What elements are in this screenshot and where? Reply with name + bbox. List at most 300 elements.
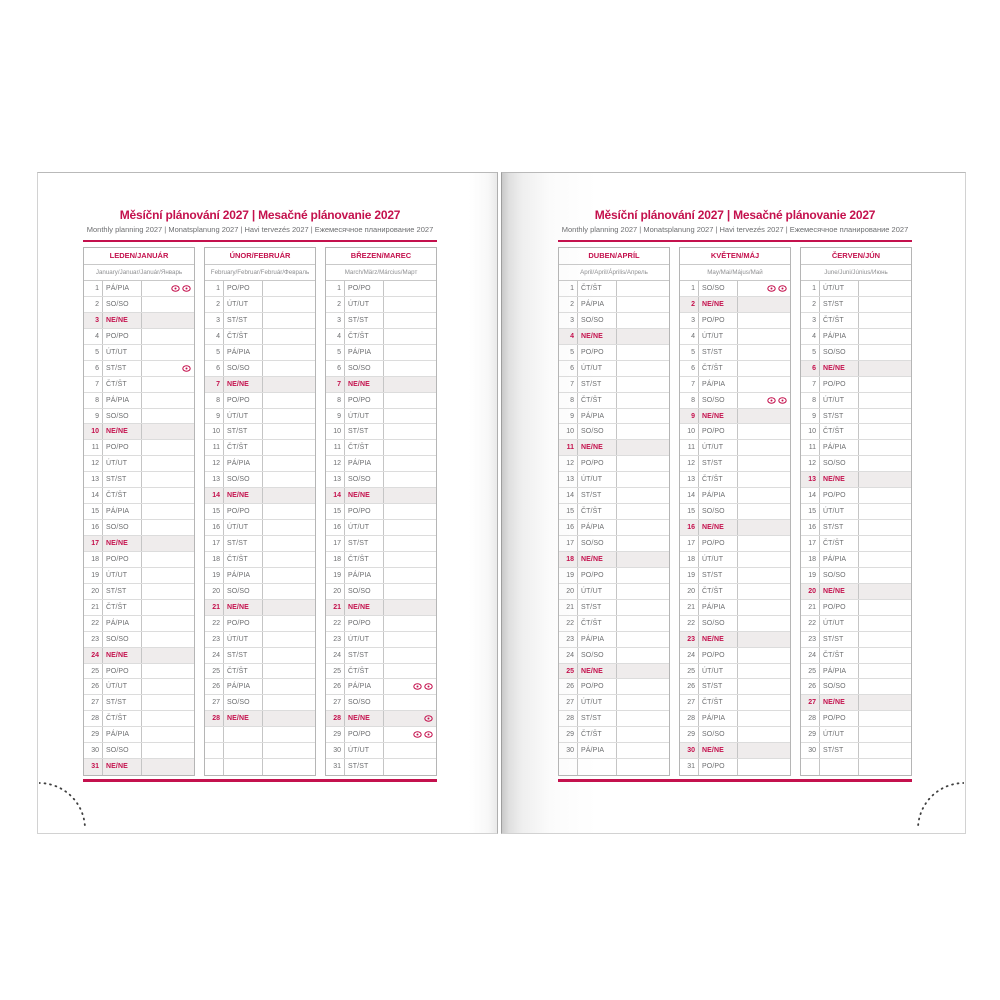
notes-cell bbox=[738, 361, 790, 376]
day-row bbox=[680, 616, 790, 632]
notes-cell bbox=[859, 393, 911, 408]
month-subtitle: April/April/Április/Апрель bbox=[559, 265, 669, 281]
day-number: 19 bbox=[326, 568, 345, 583]
day-number: 15 bbox=[84, 504, 103, 519]
day-number: 23 bbox=[205, 632, 224, 647]
day-number: 7 bbox=[801, 377, 820, 392]
notes-cell bbox=[263, 329, 315, 344]
day-row bbox=[326, 329, 436, 345]
day-row bbox=[801, 377, 911, 393]
day-row bbox=[84, 313, 194, 329]
day-number: 23 bbox=[84, 632, 103, 647]
day-abbreviation: SO/SO bbox=[103, 632, 142, 647]
notes-cell bbox=[384, 488, 436, 503]
day-number: 24 bbox=[326, 648, 345, 663]
day-number: 10 bbox=[680, 424, 699, 439]
day-abbreviation: SO/SO bbox=[699, 727, 738, 742]
day-abbreviation: PO/PO bbox=[820, 600, 859, 615]
month-name: DUBEN/APRÍL bbox=[559, 248, 669, 265]
day-number: 28 bbox=[680, 711, 699, 726]
notes-cell bbox=[142, 648, 194, 663]
day-number: 3 bbox=[205, 313, 224, 328]
day-number: 17 bbox=[680, 536, 699, 551]
notes-cell bbox=[738, 504, 790, 519]
day-number: 24 bbox=[559, 648, 578, 663]
page-right bbox=[501, 172, 966, 834]
day-row bbox=[559, 313, 669, 329]
day-row bbox=[559, 695, 669, 711]
day-number: 8 bbox=[680, 393, 699, 408]
day-abbreviation: ČT/ŠT bbox=[820, 424, 859, 439]
day-number: 19 bbox=[680, 568, 699, 583]
day-row bbox=[326, 345, 436, 361]
day-row bbox=[205, 679, 315, 695]
month-table bbox=[204, 247, 316, 776]
day-number: 3 bbox=[559, 313, 578, 328]
day-abbreviation bbox=[224, 759, 263, 775]
notes-cell bbox=[738, 297, 790, 312]
day-number: 26 bbox=[801, 679, 820, 694]
day-number: 1 bbox=[680, 281, 699, 296]
day-abbreviation: ČT/ŠT bbox=[820, 313, 859, 328]
day-number: 25 bbox=[205, 664, 224, 679]
notes-cell bbox=[617, 409, 669, 424]
day-abbreviation: NE/NE bbox=[820, 695, 859, 710]
day-row bbox=[680, 648, 790, 664]
day-number: 25 bbox=[559, 664, 578, 679]
day-row bbox=[84, 472, 194, 488]
day-row bbox=[205, 456, 315, 472]
day-number: 16 bbox=[801, 520, 820, 535]
day-number: 17 bbox=[326, 536, 345, 551]
notes-cell bbox=[738, 632, 790, 647]
day-abbreviation: NE/NE bbox=[578, 329, 617, 344]
day-abbreviation: ST/ST bbox=[345, 424, 384, 439]
holiday-icon bbox=[767, 285, 776, 292]
notes-cell bbox=[263, 679, 315, 694]
day-abbreviation: ST/ST bbox=[103, 472, 142, 487]
day-abbreviation: ČT/ŠT bbox=[103, 600, 142, 615]
day-abbreviation: NE/NE bbox=[820, 584, 859, 599]
day-number: 21 bbox=[559, 600, 578, 615]
day-row bbox=[801, 600, 911, 616]
day-number: 8 bbox=[326, 393, 345, 408]
month-subtitle: February/Februar/Február/Февраль bbox=[205, 265, 315, 281]
day-row bbox=[680, 679, 790, 695]
notes-cell bbox=[142, 632, 194, 647]
page-left bbox=[37, 172, 498, 834]
day-row bbox=[801, 313, 911, 329]
notes-cell bbox=[617, 393, 669, 408]
day-abbreviation: NE/NE bbox=[224, 488, 263, 503]
day-number: 22 bbox=[84, 616, 103, 631]
notes-cell bbox=[142, 472, 194, 487]
notes-cell bbox=[384, 440, 436, 455]
day-number bbox=[801, 759, 820, 775]
day-abbreviation: ČT/ŠT bbox=[103, 377, 142, 392]
day-number: 20 bbox=[801, 584, 820, 599]
day-abbreviation: ÚT/UT bbox=[820, 504, 859, 519]
notes-cell bbox=[142, 504, 194, 519]
months-container-left bbox=[83, 247, 437, 776]
title-rule bbox=[558, 240, 912, 242]
notes-cell bbox=[384, 600, 436, 615]
day-row bbox=[84, 424, 194, 440]
day-abbreviation: ÚT/UT bbox=[820, 281, 859, 296]
day-row bbox=[801, 568, 911, 584]
day-number: 22 bbox=[680, 616, 699, 631]
notes-cell bbox=[738, 488, 790, 503]
day-number: 20 bbox=[326, 584, 345, 599]
day-number: 26 bbox=[559, 679, 578, 694]
day-abbreviation: NE/NE bbox=[578, 552, 617, 567]
corner-perforation-icon bbox=[39, 779, 89, 829]
day-number: 2 bbox=[559, 297, 578, 312]
notes-cell bbox=[142, 361, 194, 376]
day-number: 17 bbox=[84, 536, 103, 551]
day-abbreviation: SO/SO bbox=[224, 472, 263, 487]
day-number: 17 bbox=[559, 536, 578, 551]
day-number: 2 bbox=[205, 297, 224, 312]
day-abbreviation: ÚT/UT bbox=[345, 520, 384, 535]
day-number: 11 bbox=[84, 440, 103, 455]
day-abbreviation: ÚT/UT bbox=[345, 409, 384, 424]
day-number: 2 bbox=[680, 297, 699, 312]
day-row bbox=[559, 536, 669, 552]
day-number: 5 bbox=[84, 345, 103, 360]
day-abbreviation: PO/PO bbox=[820, 377, 859, 392]
day-number: 23 bbox=[801, 632, 820, 647]
month-table bbox=[679, 247, 791, 776]
day-row bbox=[680, 345, 790, 361]
notes-cell bbox=[617, 536, 669, 551]
notes-cell bbox=[142, 759, 194, 775]
notes-cell bbox=[263, 584, 315, 599]
day-number: 12 bbox=[84, 456, 103, 471]
day-abbreviation: ČT/ŠT bbox=[578, 616, 617, 631]
day-number: 15 bbox=[801, 504, 820, 519]
notes-cell bbox=[384, 472, 436, 487]
month-rows bbox=[84, 281, 194, 775]
day-abbreviation: ST/ST bbox=[578, 711, 617, 726]
day-abbreviation: PÁ/PIA bbox=[699, 711, 738, 726]
notes-cell bbox=[263, 759, 315, 775]
day-abbreviation: PO/PO bbox=[699, 536, 738, 551]
notes-cell bbox=[859, 345, 911, 360]
day-number: 26 bbox=[680, 679, 699, 694]
notes-cell bbox=[617, 424, 669, 439]
day-number: 6 bbox=[801, 361, 820, 376]
notes-cell bbox=[142, 488, 194, 503]
month-name: ÚNOR/FEBRUÁR bbox=[205, 248, 315, 265]
day-number: 10 bbox=[801, 424, 820, 439]
day-number: 7 bbox=[559, 377, 578, 392]
day-abbreviation: PÁ/PIA bbox=[224, 568, 263, 583]
day-abbreviation: PO/PO bbox=[345, 616, 384, 631]
day-row bbox=[680, 520, 790, 536]
day-row bbox=[205, 664, 315, 680]
notes-cell bbox=[142, 377, 194, 392]
day-abbreviation: ÚT/UT bbox=[224, 297, 263, 312]
day-number: 8 bbox=[559, 393, 578, 408]
day-abbreviation: ČT/ŠT bbox=[345, 664, 384, 679]
day-abbreviation: NE/NE bbox=[345, 600, 384, 615]
day-abbreviation: SO/SO bbox=[578, 424, 617, 439]
day-abbreviation: PÁ/PIA bbox=[345, 345, 384, 360]
notes-cell bbox=[263, 600, 315, 615]
day-abbreviation: ST/ST bbox=[103, 361, 142, 376]
day-number: 5 bbox=[326, 345, 345, 360]
day-abbreviation: ČT/ŠT bbox=[578, 727, 617, 742]
page-subtitle: Monthly planning 2027 | Monatsplanung 2027 | Havi tervezés 2027 | Ежемесячное планирование 2027 bbox=[86, 225, 434, 234]
day-row bbox=[559, 345, 669, 361]
day-row bbox=[326, 648, 436, 664]
day-abbreviation: NE/NE bbox=[103, 536, 142, 551]
day-row bbox=[326, 297, 436, 313]
day-row bbox=[84, 584, 194, 600]
day-abbreviation: SO/SO bbox=[103, 409, 142, 424]
day-row bbox=[84, 759, 194, 775]
day-abbreviation: ST/ST bbox=[345, 313, 384, 328]
day-number: 24 bbox=[680, 648, 699, 663]
notes-cell bbox=[263, 648, 315, 663]
day-abbreviation: PÁ/PIA bbox=[578, 297, 617, 312]
day-number: 19 bbox=[801, 568, 820, 583]
day-abbreviation: ÚT/UT bbox=[578, 695, 617, 710]
notes-cell bbox=[738, 759, 790, 775]
day-row bbox=[680, 472, 790, 488]
day-number: 16 bbox=[84, 520, 103, 535]
month-rows bbox=[326, 281, 436, 775]
holiday-icon bbox=[767, 397, 776, 404]
day-abbreviation: PO/PO bbox=[699, 313, 738, 328]
notes-cell bbox=[384, 664, 436, 679]
day-abbreviation: SO/SO bbox=[345, 695, 384, 710]
day-number: 13 bbox=[326, 472, 345, 487]
day-number: 14 bbox=[326, 488, 345, 503]
day-number: 26 bbox=[84, 679, 103, 694]
day-abbreviation: ST/ST bbox=[820, 520, 859, 535]
day-number: 28 bbox=[84, 711, 103, 726]
day-abbreviation: ÚT/UT bbox=[699, 552, 738, 567]
day-abbreviation: PO/PO bbox=[699, 759, 738, 775]
day-abbreviation: NE/NE bbox=[103, 648, 142, 663]
day-row bbox=[205, 584, 315, 600]
notes-cell bbox=[384, 377, 436, 392]
day-row bbox=[205, 472, 315, 488]
day-row bbox=[680, 281, 790, 297]
notes-cell bbox=[142, 584, 194, 599]
notes-cell bbox=[738, 552, 790, 567]
notes-cell bbox=[263, 345, 315, 360]
day-number: 16 bbox=[559, 520, 578, 535]
day-row bbox=[84, 664, 194, 680]
notes-cell bbox=[738, 456, 790, 471]
day-abbreviation: NE/NE bbox=[699, 743, 738, 758]
month-name: ČERVEN/JÚN bbox=[801, 248, 911, 265]
day-row bbox=[326, 440, 436, 456]
notes-cell bbox=[859, 711, 911, 726]
day-abbreviation: ST/ST bbox=[820, 409, 859, 424]
notes-cell bbox=[263, 456, 315, 471]
notes-cell bbox=[384, 313, 436, 328]
day-abbreviation: PÁ/PIA bbox=[578, 520, 617, 535]
day-abbreviation: SO/SO bbox=[103, 520, 142, 535]
notes-cell bbox=[738, 616, 790, 631]
day-row bbox=[84, 568, 194, 584]
holiday-icon bbox=[424, 683, 433, 690]
notes-cell bbox=[142, 520, 194, 535]
day-abbreviation: ST/ST bbox=[578, 488, 617, 503]
day-number: 30 bbox=[326, 743, 345, 758]
day-row bbox=[205, 727, 315, 743]
day-number: 7 bbox=[680, 377, 699, 392]
day-abbreviation: ÚT/UT bbox=[820, 727, 859, 742]
day-number: 1 bbox=[205, 281, 224, 296]
day-number: 27 bbox=[559, 695, 578, 710]
day-number: 23 bbox=[680, 632, 699, 647]
notes-cell bbox=[142, 329, 194, 344]
day-abbreviation: ČT/ŠT bbox=[224, 329, 263, 344]
day-row bbox=[559, 472, 669, 488]
day-abbreviation: ČT/ŠT bbox=[345, 329, 384, 344]
day-abbreviation: NE/NE bbox=[345, 377, 384, 392]
day-number: 7 bbox=[84, 377, 103, 392]
day-row bbox=[205, 424, 315, 440]
notes-cell bbox=[738, 727, 790, 742]
day-number: 9 bbox=[205, 409, 224, 424]
day-number: 13 bbox=[801, 472, 820, 487]
notes-cell bbox=[384, 616, 436, 631]
month-rows bbox=[801, 281, 911, 775]
day-row bbox=[326, 695, 436, 711]
day-row bbox=[680, 536, 790, 552]
day-number: 1 bbox=[326, 281, 345, 296]
day-number: 29 bbox=[559, 727, 578, 742]
notes-cell bbox=[142, 743, 194, 758]
day-abbreviation: SO/SO bbox=[224, 584, 263, 599]
notes-cell bbox=[859, 329, 911, 344]
day-number: 7 bbox=[205, 377, 224, 392]
day-abbreviation: SO/SO bbox=[224, 695, 263, 710]
day-number: 18 bbox=[801, 552, 820, 567]
day-row bbox=[326, 488, 436, 504]
notes-cell bbox=[142, 281, 194, 296]
day-number: 4 bbox=[559, 329, 578, 344]
notes-cell bbox=[384, 297, 436, 312]
notes-cell bbox=[263, 664, 315, 679]
month-subtitle: March/März/Március/Март bbox=[326, 265, 436, 281]
day-abbreviation: ČT/ŠT bbox=[699, 472, 738, 487]
month-name: BŘEZEN/MAREC bbox=[326, 248, 436, 265]
day-row bbox=[84, 727, 194, 743]
day-abbreviation: PO/PO bbox=[578, 679, 617, 694]
notes-cell bbox=[142, 297, 194, 312]
notes-cell bbox=[617, 759, 669, 775]
notes-cell bbox=[617, 648, 669, 663]
day-row bbox=[559, 568, 669, 584]
day-abbreviation: SO/SO bbox=[820, 456, 859, 471]
notes-cell bbox=[738, 377, 790, 392]
day-row bbox=[205, 632, 315, 648]
day-row bbox=[205, 536, 315, 552]
month-name: LEDEN/JANUÁR bbox=[84, 248, 194, 265]
day-number: 3 bbox=[84, 313, 103, 328]
day-row bbox=[559, 552, 669, 568]
day-row bbox=[680, 743, 790, 759]
day-row bbox=[559, 679, 669, 695]
day-row bbox=[84, 632, 194, 648]
day-abbreviation: ÚT/UT bbox=[345, 297, 384, 312]
day-abbreviation: ÚT/UT bbox=[103, 679, 142, 694]
day-row bbox=[326, 520, 436, 536]
day-abbreviation: PÁ/PIA bbox=[820, 440, 859, 455]
notes-cell bbox=[384, 424, 436, 439]
day-abbreviation: PO/PO bbox=[224, 504, 263, 519]
day-abbreviation: PO/PO bbox=[699, 424, 738, 439]
notes-cell bbox=[859, 743, 911, 758]
day-number: 12 bbox=[326, 456, 345, 471]
notes-cell bbox=[263, 313, 315, 328]
day-number: 2 bbox=[84, 297, 103, 312]
day-number: 20 bbox=[84, 584, 103, 599]
day-abbreviation: PO/PO bbox=[578, 568, 617, 583]
day-row bbox=[559, 759, 669, 775]
notes-cell bbox=[859, 568, 911, 583]
day-abbreviation: SO/SO bbox=[699, 281, 738, 296]
day-abbreviation bbox=[578, 759, 617, 775]
day-row bbox=[326, 504, 436, 520]
day-abbreviation: PO/PO bbox=[345, 504, 384, 519]
day-number: 9 bbox=[801, 409, 820, 424]
day-row bbox=[205, 552, 315, 568]
day-number: 8 bbox=[205, 393, 224, 408]
day-row bbox=[801, 393, 911, 409]
notes-cell bbox=[617, 584, 669, 599]
day-row bbox=[559, 488, 669, 504]
day-number: 9 bbox=[326, 409, 345, 424]
day-abbreviation: PO/PO bbox=[103, 440, 142, 455]
notes-cell bbox=[617, 727, 669, 742]
day-row bbox=[680, 727, 790, 743]
day-number: 6 bbox=[559, 361, 578, 376]
day-number: 3 bbox=[326, 313, 345, 328]
notes-cell bbox=[617, 520, 669, 535]
day-number: 27 bbox=[84, 695, 103, 710]
day-number: 25 bbox=[84, 664, 103, 679]
day-row bbox=[680, 632, 790, 648]
notes-cell bbox=[738, 648, 790, 663]
day-abbreviation: PÁ/PIA bbox=[103, 616, 142, 631]
day-abbreviation: ST/ST bbox=[345, 648, 384, 663]
notes-cell bbox=[384, 329, 436, 344]
day-number: 20 bbox=[205, 584, 224, 599]
day-row bbox=[559, 616, 669, 632]
day-row bbox=[801, 552, 911, 568]
day-number: 19 bbox=[84, 568, 103, 583]
day-abbreviation: PO/PO bbox=[103, 552, 142, 567]
day-row bbox=[559, 377, 669, 393]
day-abbreviation: NE/NE bbox=[103, 313, 142, 328]
day-row bbox=[326, 456, 436, 472]
notes-cell bbox=[859, 297, 911, 312]
day-abbreviation: SO/SO bbox=[820, 345, 859, 360]
day-row bbox=[326, 552, 436, 568]
day-row bbox=[559, 393, 669, 409]
notes-cell bbox=[617, 361, 669, 376]
day-number: 14 bbox=[84, 488, 103, 503]
day-abbreviation: ÚT/UT bbox=[820, 616, 859, 631]
